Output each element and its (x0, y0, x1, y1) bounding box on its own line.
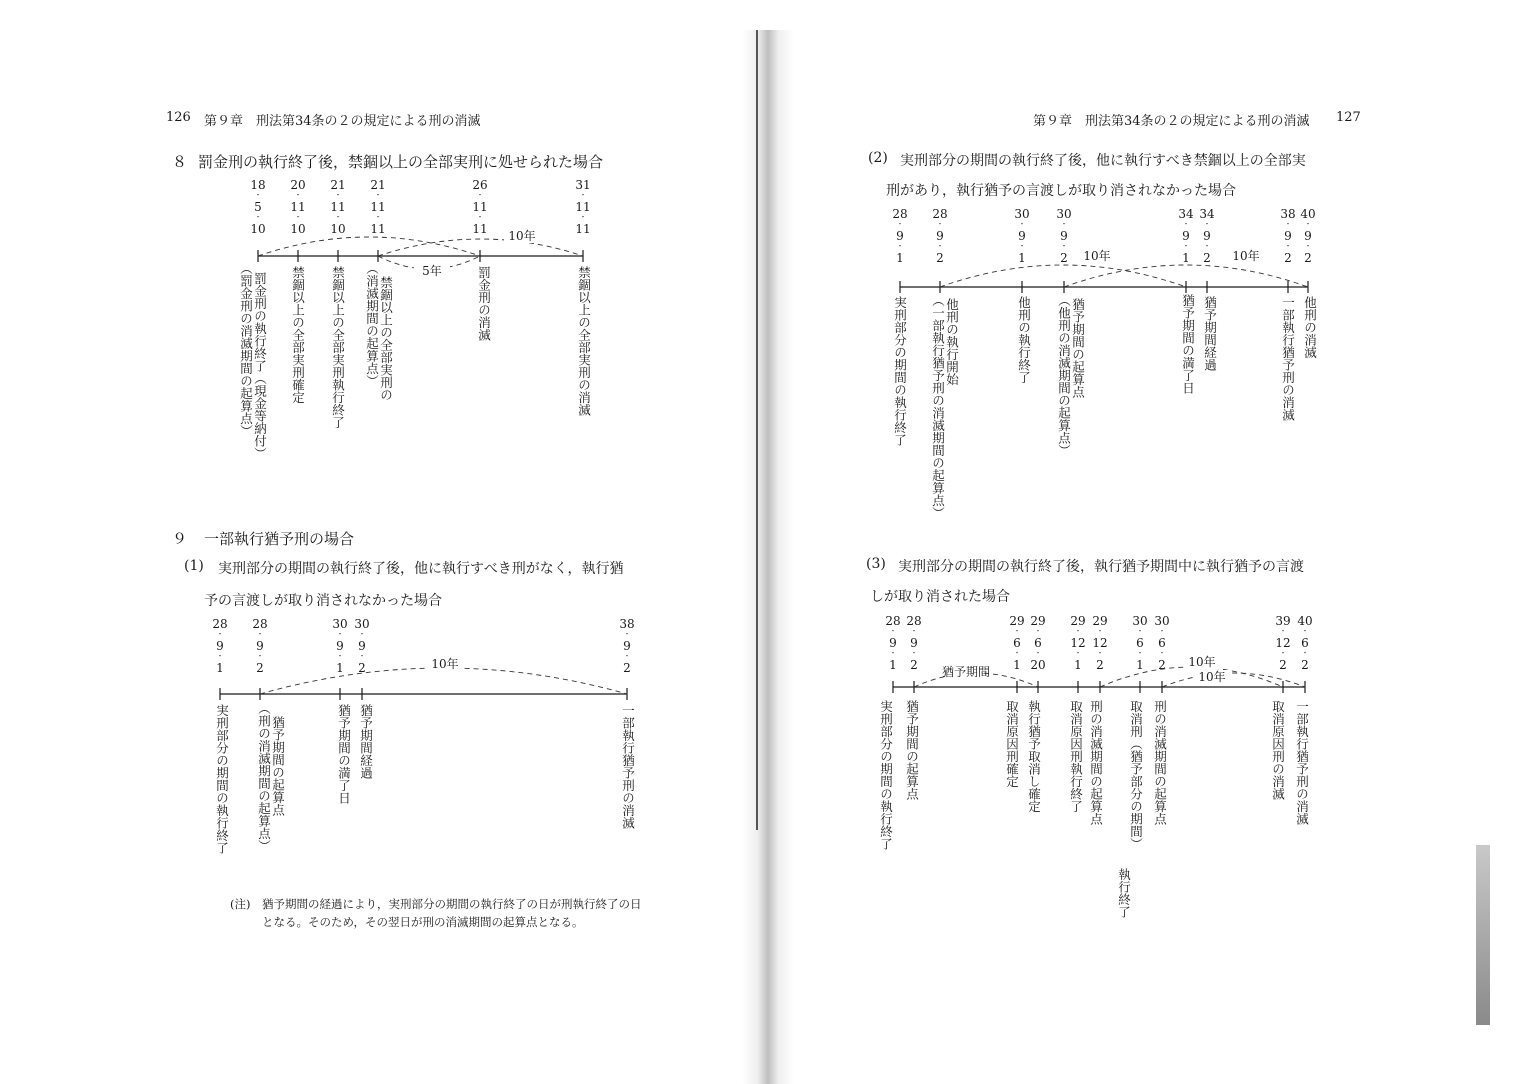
t8-date-dot: ・ (374, 191, 382, 199)
t91-date-dot: ・ (623, 652, 631, 660)
t92-label: （一部執行猶予刑の消滅期間の起算点） (930, 294, 946, 519)
t92-label: 猶予期間の起算点 (1070, 298, 1086, 398)
t93-date-dot: ・ (889, 627, 897, 635)
t8-date-dot: ・ (334, 213, 342, 221)
t92-date-day: 1 (1018, 251, 1026, 265)
t92-date-year: 34 (1199, 207, 1215, 221)
t93-date-day: 2 (1158, 658, 1166, 672)
t92-date-day: 2 (936, 251, 944, 265)
t93-date-dot: ・ (1279, 649, 1287, 657)
t8-date-dot: ・ (374, 213, 382, 221)
t92-label: 他刑の執行終了 (1016, 296, 1032, 384)
t8-date-dot: ・ (579, 213, 587, 221)
t93-date-month: 6 (1034, 636, 1042, 650)
t92-label: 猶予期間経過 (1202, 296, 1218, 371)
right-running-header: 第９章 刑法第34条の２の規定による刑の消滅 (1033, 114, 1310, 129)
t8-date-year: 21 (370, 178, 386, 192)
sub2-title-line2: 刑があり，執行猶予の言渡しが取り消されなかった場合 (886, 183, 1236, 199)
t93-label: 猶予期間の起算点 (904, 700, 920, 800)
t92-label: （他刑の消滅期間の起算点） (1056, 294, 1072, 457)
t93-label: 実刑部分の期間の執行終了 (878, 700, 894, 850)
t92-date-day: 2 (1304, 251, 1312, 265)
t93-date-dot: ・ (910, 649, 918, 657)
sub2-title-line1: 実刑部分の期間の執行終了後，他に執行すべき禁錮以上の全部実 (900, 153, 1306, 169)
sub3-title-line2: しが取り消された場合 (870, 589, 1010, 605)
t92-date-day: 1 (896, 251, 904, 265)
t91-date-month: 9 (216, 639, 224, 653)
t93-date-day: 2 (1301, 658, 1309, 672)
t91-date-year: 28 (252, 617, 268, 631)
sub1-number: (1) (184, 558, 204, 574)
t8-date-year: 20 (290, 178, 306, 192)
t93-date-dot: ・ (1034, 627, 1042, 635)
t91-date-day: 2 (358, 661, 366, 675)
t92-span-label: 10年 (1232, 249, 1260, 263)
t91-date-dot: ・ (336, 630, 344, 638)
t93-date-month: 12 (1092, 636, 1108, 650)
t8-date-dot: ・ (294, 191, 302, 199)
t92-date-dot: ・ (1182, 242, 1190, 250)
t93-date-day: 1 (1074, 658, 1082, 672)
t93-label: 刑の消滅期間の起算点 (1088, 700, 1104, 825)
t92-date-month: 9 (1182, 229, 1190, 243)
t92-date-dot: ・ (1018, 220, 1026, 228)
t92-label: 他刑の執行開始 (944, 298, 960, 386)
t8-date-month: 5 (254, 200, 262, 214)
t92-date-day: 2 (1284, 251, 1292, 265)
t91-date-dot: ・ (336, 652, 344, 660)
note-line2: となる。そのため，その翌日が刑の消滅期間の起算点となる。 (262, 915, 584, 929)
t93-date-year: 29 (1070, 614, 1086, 628)
t8-date-day: 11 (575, 222, 591, 236)
t8-date-year: 31 (575, 178, 591, 192)
t93-date-year: 29 (1009, 614, 1025, 628)
t8-label: 禁錮以上の全部実刑確定 (290, 266, 306, 404)
t8-span-arc (258, 237, 480, 256)
t93-date-day: 20 (1030, 658, 1046, 672)
t91-date-month: 9 (336, 639, 344, 653)
t93-date-month: 12 (1275, 636, 1291, 650)
t92-label: 他刑の消滅 (1302, 296, 1318, 359)
t93-label: 取消原因刑確定 (1004, 700, 1020, 788)
t8-date-year: 26 (472, 178, 488, 192)
t8-label: 禁錮以上の全部実刑の (378, 276, 394, 401)
t8-date-dot: ・ (476, 191, 484, 199)
sub3-title-line1: 実刑部分の期間の執行終了後，執行猶予期間中に執行猶予の言渡 (898, 559, 1304, 575)
t93-span-label: 猶予期間 (941, 665, 991, 679)
t93-date-dot: ・ (910, 627, 918, 635)
t91-date-year: 30 (354, 617, 370, 631)
t91-label: 猶予期間の起算点 (270, 716, 286, 816)
t91-date-dot: ・ (216, 630, 224, 638)
t93-label: 執行猶予取消し確定 (1026, 700, 1042, 813)
t93-date-dot: ・ (889, 649, 897, 657)
t93-date-dot: ・ (1074, 627, 1082, 635)
t92-date-dot: ・ (1284, 220, 1292, 228)
t93-date-dot: ・ (1158, 649, 1166, 657)
t91-span-arc (260, 668, 627, 694)
t91-date-month: 9 (623, 639, 631, 653)
t93-date-day: 2 (1279, 658, 1287, 672)
t92-label: 一部執行猶予刑の消滅 (1280, 296, 1296, 421)
t91-date-day: 1 (336, 661, 344, 675)
t92-span-arc (940, 265, 1186, 287)
t93-label: 一部執行猶予刑の消滅 (1294, 700, 1310, 825)
t93-date-dot: ・ (1074, 649, 1082, 657)
t92-label: 実刑部分の期間の執行終了 (892, 296, 908, 446)
t93-date-dot: ・ (1301, 627, 1309, 635)
t8-date-month: 11 (330, 200, 346, 214)
t92-date-dot: ・ (936, 242, 944, 250)
t93-label: 取消原因刑執行終了 (1068, 700, 1084, 813)
t93-span-arc (1100, 667, 1283, 687)
t92-label: 猶予期間の満了日 (1180, 294, 1196, 394)
t91-label: 猶予期間経過 (358, 704, 374, 779)
t93-date-month: 12 (1070, 636, 1086, 650)
right-page-number: 127 (1336, 110, 1361, 125)
t92-date-month: 9 (1203, 229, 1211, 243)
t93-date-year: 28 (906, 614, 922, 628)
t91-span-label: 10年 (431, 657, 459, 671)
t93-date-dot: ・ (1136, 627, 1144, 635)
t91-date-dot: ・ (623, 630, 631, 638)
t91-date-dot: ・ (256, 652, 264, 660)
t91-date-year: 38 (619, 617, 635, 631)
t92-date-month: 9 (936, 229, 944, 243)
t93-date-year: 29 (1030, 614, 1046, 628)
t91-date-day: 2 (256, 661, 264, 675)
t8-date-day: 11 (370, 222, 386, 236)
t8-date-dot: ・ (579, 191, 587, 199)
t91-date-day: 2 (623, 661, 631, 675)
t92-date-dot: ・ (1304, 242, 1312, 250)
t92-date-month: 9 (1018, 229, 1026, 243)
t91-date-dot: ・ (358, 652, 366, 660)
t93-date-day: 2 (910, 658, 918, 672)
t93-date-day: 1 (1136, 658, 1144, 672)
t92-date-year: 28 (892, 207, 908, 221)
t8-date-day: 10 (330, 222, 346, 236)
t93-date-day: 2 (1096, 658, 1104, 672)
t93-date-dot: ・ (1013, 649, 1021, 657)
t91-label: 猶予期間の満了日 (336, 704, 352, 804)
t92-date-day: 1 (1182, 251, 1190, 265)
t93-label: 刑の消滅期間の起算点 (1152, 700, 1168, 825)
sub2-number: (2) (868, 150, 888, 166)
t93-date-month: 6 (1013, 636, 1021, 650)
t92-date-year: 34 (1178, 207, 1194, 221)
t92-date-year: 28 (932, 207, 948, 221)
sub1-title-line2: 予の言渡しが取り消されなかった場合 (204, 593, 442, 609)
t8-date-year: 21 (330, 178, 346, 192)
t91-label: 実刑部分の期間の執行終了 (214, 704, 230, 854)
t91-date-month: 9 (256, 639, 264, 653)
t91-date-day: 1 (216, 661, 224, 675)
t91-date-month: 9 (358, 639, 366, 653)
t92-date-month: 9 (1060, 229, 1068, 243)
t93-label: 取消原因刑の消滅 (1270, 700, 1286, 800)
t93-date-year: 40 (1297, 614, 1313, 628)
t93-date-year: 28 (885, 614, 901, 628)
t93-date-dot: ・ (1279, 627, 1287, 635)
t92-date-year: 38 (1280, 207, 1296, 221)
t91-label: 一部執行猶予刑の消滅 (620, 704, 636, 829)
t8-date-day: 10 (250, 222, 266, 236)
note-line1: 猶予期間の経過により，実刑部分の期間の執行終了の日が刑執行終了の日 (262, 897, 642, 911)
t92-date-day: 2 (1060, 251, 1068, 265)
t93-label: 執行終了 (1116, 868, 1132, 918)
section9-title: 一部執行猶予刑の場合 (204, 530, 355, 548)
t92-span-label: 10年 (1083, 249, 1111, 263)
t91-date-dot: ・ (216, 652, 224, 660)
note-label: (注) (230, 897, 251, 911)
t92-date-year: 40 (1300, 207, 1316, 221)
t8-label: 罰金刑の執行終了（現金等納付） (252, 272, 268, 460)
t92-date-dot: ・ (1304, 220, 1312, 228)
t93-date-month: 6 (1158, 636, 1166, 650)
t93-date-dot: ・ (1013, 627, 1021, 635)
t8-span-label: 10年 (508, 229, 536, 243)
t91-date-dot: ・ (358, 630, 366, 638)
sub3-number: (3) (866, 556, 886, 572)
section8-number: ８ (172, 153, 188, 171)
t93-date-month: 6 (1136, 636, 1144, 650)
t92-date-dot: ・ (1284, 242, 1292, 250)
t93-date-dot: ・ (1136, 649, 1144, 657)
t92-date-month: 9 (1284, 229, 1292, 243)
t92-date-dot: ・ (1060, 242, 1068, 250)
t8-date-month: 11 (370, 200, 386, 214)
t91-date-year: 28 (212, 617, 228, 631)
t91-label: （刑の消滅期間の起算点） (256, 702, 272, 852)
t93-date-month: 9 (910, 636, 918, 650)
t93-span-label: 10年 (1198, 670, 1226, 684)
t8-label: （消滅期間の起算点） (364, 262, 380, 387)
t92-date-dot: ・ (896, 242, 904, 250)
t8-date-month: 11 (472, 200, 488, 214)
t92-date-month: 9 (896, 229, 904, 243)
t93-date-dot: ・ (1301, 649, 1309, 657)
t92-date-dot: ・ (1060, 220, 1068, 228)
t93-date-year: 30 (1154, 614, 1170, 628)
t92-date-day: 2 (1203, 251, 1211, 265)
t93-date-dot: ・ (1096, 627, 1104, 635)
t92-date-year: 30 (1056, 207, 1072, 221)
t92-date-dot: ・ (936, 220, 944, 228)
t8-date-month: 11 (575, 200, 591, 214)
t92-date-dot: ・ (1182, 220, 1190, 228)
section8-title: 罰金刑の執行終了後，禁錮以上の全部実刑に処せられた場合 (198, 153, 604, 171)
sub1-title-line1: 実刑部分の期間の執行終了後，他に執行すべき刑がなく，執行猶 (218, 561, 624, 577)
t8-date-dot: ・ (254, 191, 262, 199)
t93-date-dot: ・ (1158, 627, 1166, 635)
t93-date-year: 39 (1275, 614, 1291, 628)
t93-span-label: 10年 (1188, 655, 1216, 669)
left-page-number: 126 (166, 110, 191, 125)
t93-date-year: 29 (1092, 614, 1108, 628)
t92-date-dot: ・ (1203, 220, 1211, 228)
t8-date-dot: ・ (294, 213, 302, 221)
t93-date-day: 1 (1013, 658, 1021, 672)
section9-number: ９ (172, 530, 188, 548)
t93-date-month: 9 (889, 636, 897, 650)
t93-date-month: 6 (1301, 636, 1309, 650)
t92-date-month: 9 (1304, 229, 1312, 243)
t8-label: （罰金刑の消滅期間の起算点） (238, 262, 254, 437)
t93-date-dot: ・ (1034, 649, 1042, 657)
left-running-header: 第９章 刑法第34条の２の規定による刑の消滅 (204, 114, 481, 129)
t8-date-day: 10 (290, 222, 306, 236)
t8-label: 禁錮以上の全部実刑の消滅 (576, 266, 592, 416)
t93-date-year: 30 (1132, 614, 1148, 628)
t93-label: 取消刑（猶予部分の期間） (1128, 700, 1144, 850)
t92-date-year: 30 (1014, 207, 1030, 221)
t92-date-dot: ・ (896, 220, 904, 228)
t8-date-month: 11 (290, 200, 306, 214)
t93-date-dot: ・ (1096, 649, 1104, 657)
t8-date-year: 18 (250, 178, 266, 192)
t92-date-dot: ・ (1203, 242, 1211, 250)
t93-date-day: 1 (889, 658, 897, 672)
t8-date-dot: ・ (334, 191, 342, 199)
t8-label: 罰金刑の消滅 (476, 266, 492, 341)
t8-date-dot: ・ (476, 213, 484, 221)
t91-date-dot: ・ (256, 630, 264, 638)
t8-label: 禁錮以上の全部実刑執行終了 (330, 266, 346, 429)
t92-date-dot: ・ (1018, 242, 1026, 250)
t8-span-label: 5年 (422, 264, 442, 278)
t8-date-day: 11 (472, 222, 488, 236)
t91-date-year: 30 (332, 617, 348, 631)
t8-date-dot: ・ (254, 213, 262, 221)
